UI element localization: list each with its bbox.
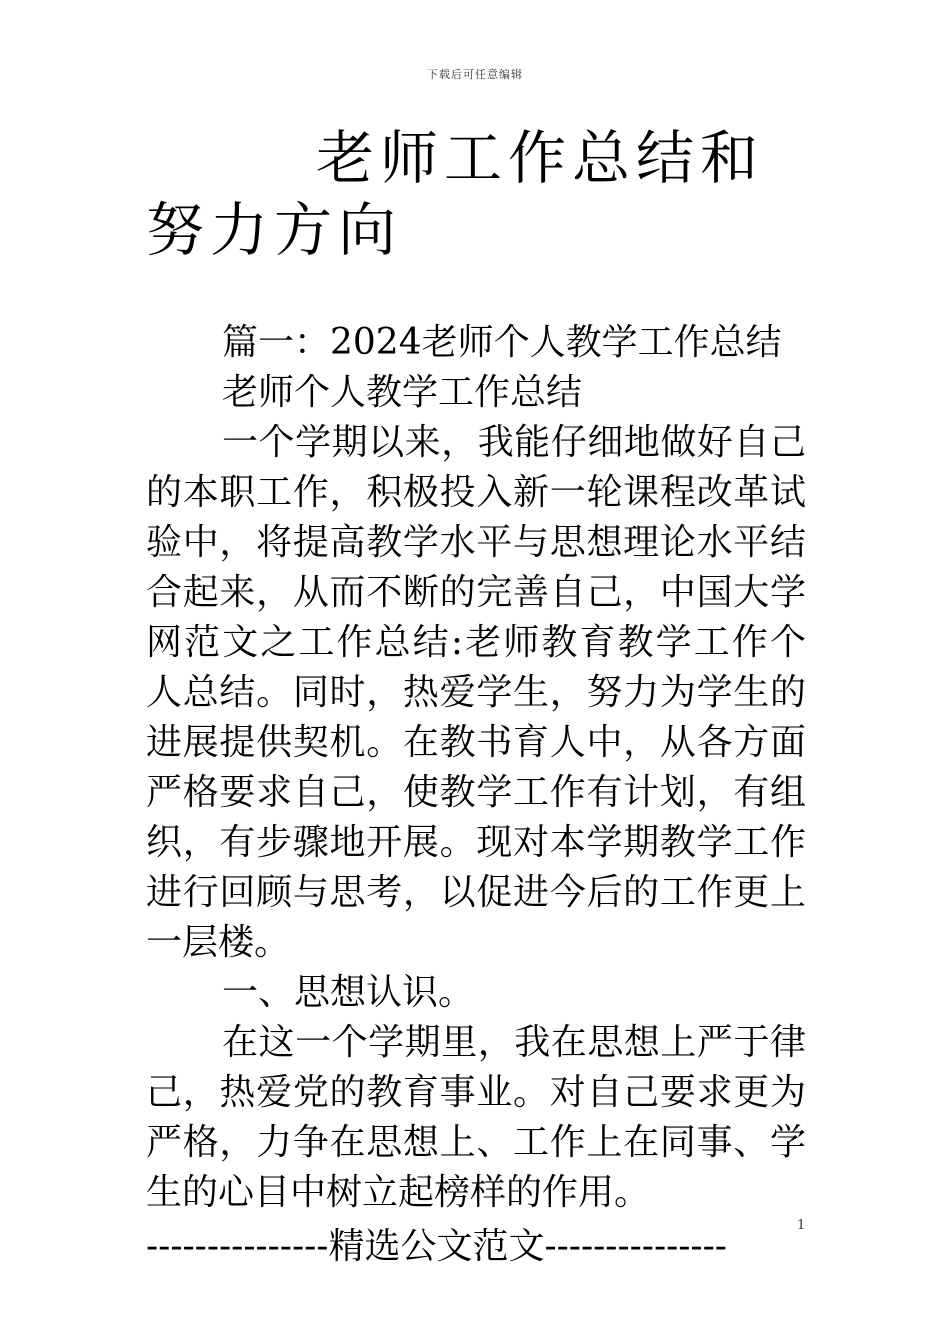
subheading: 老师个人教学工作总结 [222,372,583,413]
section-heading-thought: 一、思想认识。 [222,972,475,1013]
page-number: 1 [797,1218,806,1233]
body-paragraph: 在这一个学期里，我在思想上严于律己，热爱党的教育事业。对自己要求更为严格，力争在思想上、工作上在同事、学生的心目中树立起榜样的作用。 [146,1022,806,1213]
header-note: 下载后可任意编辑 [427,68,523,81]
body-paragraph: 一个学期以来，我能仔细地做好自己的本职工作，积极投入新一轮课程改革试验中，将提高教学水平与思想理论水平结合起来，从而不断的完善自己，中国大学网范文之工作总结:老师教育教学工作个人总结。同时，热爱学生，努力为学生的进展提供契机。在教书育人中，从各方面严格要求自己，使教学工作有计划，有组织，有步骤地开展。现对本学期教学工作进行回顾与思考，以促进今后的工作更上一层楼。 [146,422,806,963]
document-body [146,318,806,1218]
section-heading: 篇一：2024老师个人教学工作总结 [222,322,782,363]
footer-banner: ---------------精选公文范文--------------- [146,1226,727,1267]
document-title: 老师工作总结和努力方向 [146,124,765,264]
